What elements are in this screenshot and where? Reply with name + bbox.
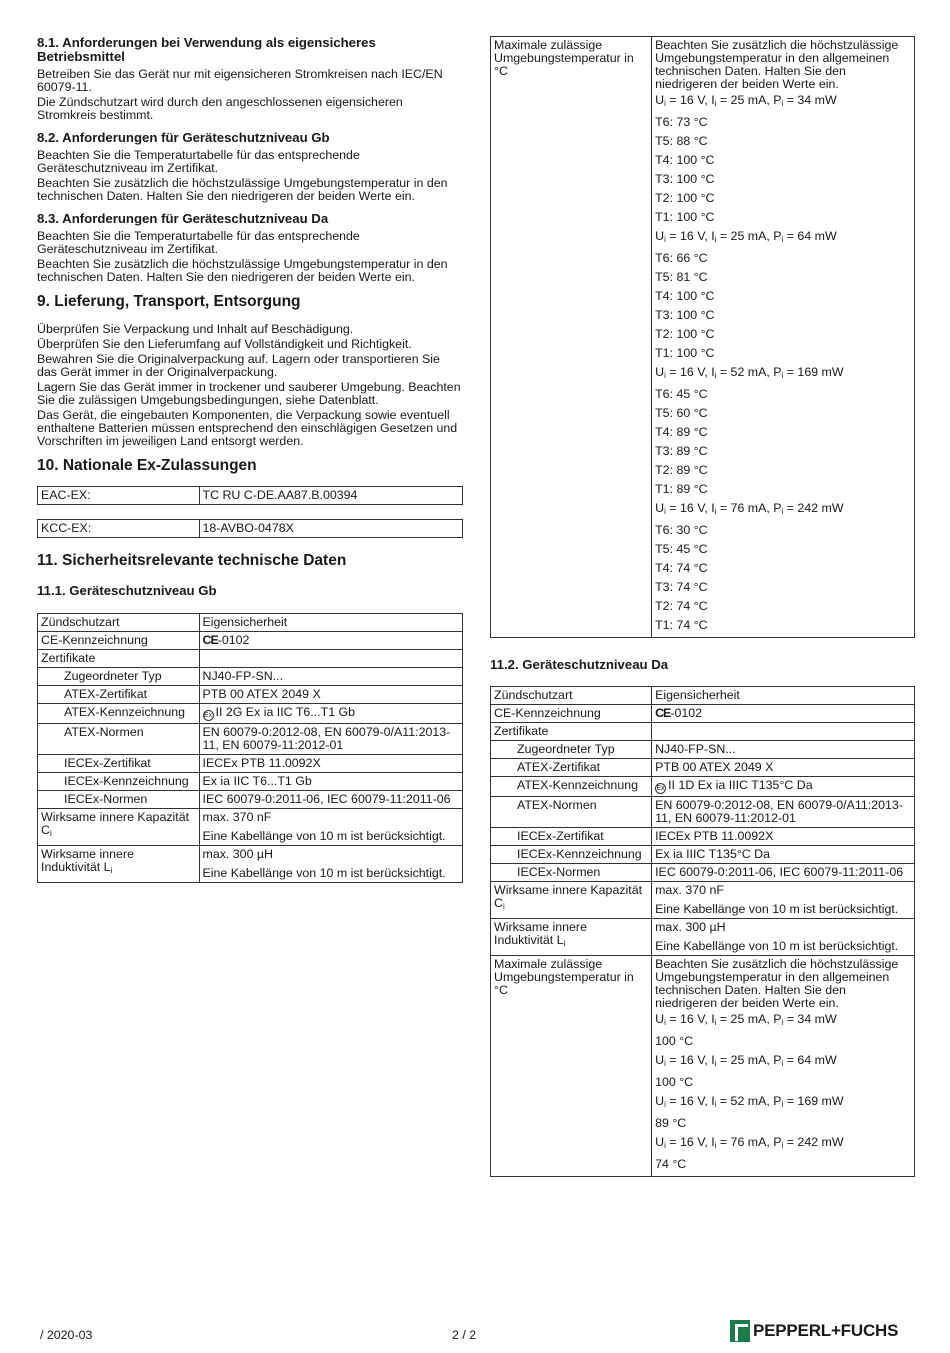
table-row <box>38 755 463 773</box>
section-10 <box>37 457 463 538</box>
cell-value: NJ40-FP-SN... <box>652 741 915 759</box>
section-8-2-text-1: Beachten Sie die Temperaturtabelle für das entsprechende Geräteschutzniveau im Zertifikat. <box>37 148 360 175</box>
temp-row: T6: 73 °C <box>655 115 708 129</box>
kcc-ex-table <box>37 519 463 538</box>
cell-value <box>652 956 915 1177</box>
section-10-title: 10. Nationale Ex-Zulassungen <box>37 457 257 474</box>
cell-label: IECEx-Kennzeichnung <box>38 773 200 791</box>
section-8-1 <box>37 36 463 122</box>
cell-label: IECEx-Zertifikat <box>491 828 652 846</box>
temp-row: T4: 100 °C <box>655 153 715 167</box>
temp-row: 74 °C <box>655 1157 687 1171</box>
ind-label-sub: i <box>110 866 113 875</box>
table-row <box>38 809 463 846</box>
ind-value: max. 300 µH <box>202 847 273 861</box>
cell-label <box>491 882 652 919</box>
cell-value <box>199 632 463 650</box>
ind-label-text: Wirksame innere Induktivität L <box>494 920 587 947</box>
table-row <box>491 846 915 864</box>
cell-value: Eigensicherheit <box>652 687 915 705</box>
table-row <box>491 797 915 828</box>
cell-label: Zertifikate <box>491 723 652 741</box>
cell-label: ATEX-Kennzeichnung <box>491 777 652 797</box>
cell-label <box>38 809 200 846</box>
cap-label-text: Wirksame innere Kapazität C <box>494 883 643 910</box>
temp-row: T5: 60 °C <box>655 406 708 420</box>
temp-row: $U_i = 16$ V, $I_i = 25$ mA, $P_i = 64$ mW <box>655 229 837 244</box>
ex-mark-icon: Ex <box>203 712 213 719</box>
temp-rows <box>655 1013 910 1174</box>
eac-ex-table <box>37 486 463 505</box>
ind-value: max. 300 µH <box>655 920 726 934</box>
ce-mark-icon: CE <box>202 633 218 647</box>
table-row <box>491 687 915 705</box>
cell-value <box>652 777 915 797</box>
table-row <box>491 882 915 919</box>
section-11-1-title: 11.1. Geräteschutzniveau Gb <box>37 583 217 598</box>
temp-row: T5: 45 °C <box>655 542 708 556</box>
temp-row: 100 °C <box>655 1034 694 1048</box>
section-8-2-title: 8.2. Anforderungen für Geräteschutzniveau Gb <box>37 130 330 145</box>
cell-value: IEC 60079-0:2011-06, IEC 60079-11:2011-06 <box>199 791 463 809</box>
table-row <box>38 846 463 883</box>
section-9-title: 9. Lieferung, Transport, Entsorgung <box>37 293 301 310</box>
cell-value <box>652 919 915 956</box>
cell-label <box>491 919 652 956</box>
section-9-text-3: Bewahren Sie die Originalverpackung auf. Lagern oder transportieren Sie das Gerät immer in der Originalverpackung. <box>37 352 440 379</box>
table-row <box>38 704 463 724</box>
table-row <box>491 37 915 638</box>
temp-row: T1: 100 °C <box>655 210 715 224</box>
temp-row: 100 °C <box>655 1075 694 1089</box>
cell-label: IECEx-Zertifikat <box>38 755 200 773</box>
ind-label-text: Wirksame innere Induktivität L <box>41 847 134 874</box>
table-row <box>38 686 463 704</box>
table-row <box>491 777 915 797</box>
cell-label: Zündschutzart <box>38 614 200 632</box>
cap-value: max. 370 nF <box>202 810 272 824</box>
table-row <box>38 791 463 809</box>
section-8-3 <box>37 212 463 284</box>
temp-row: T1: 74 °C <box>655 618 708 632</box>
table-row <box>38 668 463 686</box>
section-9-text-4: Lagern Sie das Gerät immer in trockener und sauberer Umgebung. Beachten Sie die zulässigen Umgebungsbedingungen, siehe Datenblatt. <box>37 380 461 407</box>
cell-value: Eigensicherheit <box>199 614 463 632</box>
temp-row: T2: 89 °C <box>655 463 708 477</box>
table-row <box>38 632 463 650</box>
temp-row: $U_i = 16$ V, $I_i = 76$ mA, $P_i = 242$ mW <box>655 501 844 516</box>
cell-label: IECEx-Normen <box>491 864 652 882</box>
pepperl-fuchs-logo-icon <box>730 1320 750 1342</box>
cell-value <box>199 650 463 668</box>
section-8-3-text-2: Beachten Sie zusätzlich die höchstzulässige Umgebungstemperatur in den technischen Daten. Halten Sie den niedrigeren der beiden Werte ein. <box>37 257 448 284</box>
footer-page-number: 2 / 2 <box>452 1328 477 1342</box>
kcc-ex-label: KCC-EX: <box>38 520 200 538</box>
temp-row: T4: 100 °C <box>655 289 715 303</box>
cell-value <box>199 846 463 883</box>
gb-temperature-table <box>490 36 915 638</box>
table-row <box>491 919 915 956</box>
cell-label: ATEX-Zertifikat <box>38 686 200 704</box>
cell-value: EN 60079-0:2012-08, EN 60079-0/A11:2013-11, EN 60079-11:2012-01 <box>652 797 915 828</box>
section-8-1-text-1: Betreiben Sie das Gerät nur mit eigensicheren Stromkreisen nach IEC/EN 60079-11. <box>37 67 443 94</box>
table-row <box>491 864 915 882</box>
right-column <box>490 36 915 1177</box>
cell-label: Maximale zulässige Umgebungstemperatur in °C <box>491 37 652 638</box>
gb-data-table <box>37 613 463 883</box>
section-11-2-title: 11.2. Geräteschutzniveau Da <box>490 657 669 672</box>
ind-note: Eine Kabellänge von 10 m ist berücksichtigt. <box>202 866 446 880</box>
cell-value: EN 60079-0:2012-08, EN 60079-0/A11:2013-11, EN 60079-11:2012-01 <box>199 724 463 755</box>
left-column <box>37 36 463 883</box>
temp-row: T4: 74 °C <box>655 561 708 575</box>
temp-row: $U_i = 16$ V, $I_i = 76$ mA, $P_i = 242$ mW <box>655 1135 844 1150</box>
cap-note: Eine Kabellänge von 10 m ist berücksichtigt. <box>655 902 899 916</box>
temp-row: 89 °C <box>655 1116 687 1130</box>
cap-label-sub: i <box>49 829 52 838</box>
ce-number: -0102 <box>217 633 250 647</box>
temp-row: T6: 66 °C <box>655 251 708 265</box>
cell-label: IECEx-Normen <box>38 791 200 809</box>
table-row <box>491 828 915 846</box>
table-row <box>38 520 463 538</box>
temp-row: $U_i = 16$ V, $I_i = 25$ mA, $P_i = 34$ mW <box>655 1012 837 1027</box>
cell-value: PTB 00 ATEX 2049 X <box>652 759 915 777</box>
temp-row: $U_i = 16$ V, $I_i = 25$ mA, $P_i = 64$ mW <box>655 1053 837 1068</box>
cell-label: ATEX-Normen <box>38 724 200 755</box>
table-row <box>38 724 463 755</box>
temp-row: T5: 81 °C <box>655 270 708 284</box>
table-row <box>38 650 463 668</box>
atex-mark-text: II 2G Ex ia IIC T6...T1 Gb <box>215 705 356 719</box>
cell-value: Ex ia IIC T6...T1 Gb <box>199 773 463 791</box>
temp-row: T6: 30 °C <box>655 523 708 537</box>
table-row <box>491 759 915 777</box>
section-8-3-title: 8.3. Anforderungen für Geräteschutzniveau Da <box>37 211 329 226</box>
section-9 <box>37 293 463 448</box>
company-logo <box>730 1320 898 1342</box>
table-row <box>491 705 915 723</box>
cell-label: ATEX-Kennzeichnung <box>38 704 200 724</box>
temp-row: T6: 45 °C <box>655 387 708 401</box>
ind-note: Eine Kabellänge von 10 m ist berücksichtigt. <box>655 939 899 953</box>
section-8-1-text-2: Die Zündschutzart wird durch den angeschlossenen eigensicheren Stromkreis bestimmt. <box>37 95 403 122</box>
cell-label: Zugeordneter Typ <box>38 668 200 686</box>
temp-row: T1: 100 °C <box>655 346 715 360</box>
section-8-1-title: 8.1. Anforderungen bei Verwendung als eigensicheres Betriebsmittel <box>37 35 376 64</box>
cell-value <box>652 37 915 638</box>
temp-row: T3: 74 °C <box>655 580 708 594</box>
section-8-3-text-1: Beachten Sie die Temperaturtabelle für das entsprechende Geräteschutzniveau im Zertifikat. <box>37 229 360 256</box>
cell-value <box>199 809 463 846</box>
cell-label: ATEX-Zertifikat <box>491 759 652 777</box>
ex-mark-icon: Ex <box>656 785 665 792</box>
temp-note: Beachten Sie zusätzlich die höchstzulässige Umgebungstemperatur in den allgemeinen technischen Daten. Halten Sie den niedrigeren der beiden Werte ein. <box>655 38 899 91</box>
temp-row: $U_i = 16$ V, $I_i = 52$ mA, $P_i = 169$ mW <box>655 365 844 380</box>
cap-label-text: Wirksame innere Kapazität C <box>41 810 190 837</box>
temp-row: T3: 89 °C <box>655 444 708 458</box>
table-row <box>38 773 463 791</box>
temp-row: T3: 100 °C <box>655 308 715 322</box>
cell-value <box>652 882 915 919</box>
temp-row: T2: 100 °C <box>655 191 715 205</box>
table-row <box>38 487 463 505</box>
table-row <box>38 614 463 632</box>
cell-label: Zertifikate <box>38 650 200 668</box>
ind-label-sub: i <box>563 939 566 948</box>
section-9-text-2: Überprüfen Sie den Lieferumfang auf Vollständigkeit und Richtigkeit. <box>37 337 412 351</box>
temp-row: T3: 100 °C <box>655 172 715 186</box>
cell-label: Zündschutzart <box>491 687 652 705</box>
temp-row: T5: 88 °C <box>655 134 708 148</box>
cell-value: IECEx PTB 11.0092X <box>199 755 463 773</box>
atex-mark-text: II 1D Ex ia IIIC T135°C Da <box>668 778 813 792</box>
temp-row: T2: 74 °C <box>655 599 708 613</box>
cell-label: ATEX-Normen <box>491 797 652 828</box>
temp-row: T2: 100 °C <box>655 327 715 341</box>
table-row <box>491 741 915 759</box>
cell-value <box>652 723 915 741</box>
table-row <box>491 956 915 1177</box>
cell-label: IECEx-Kennzeichnung <box>491 846 652 864</box>
section-8-2-text-2: Beachten Sie zusätzlich die höchstzulässige Umgebungstemperatur in den technischen Daten. Halten Sie den niedrigeren der beiden Werte ein. <box>37 176 448 203</box>
cell-value: IECEx PTB 11.0092X <box>652 828 915 846</box>
cell-label: CE-Kennzeichnung <box>38 632 200 650</box>
cell-label: Zugeordneter Typ <box>491 741 652 759</box>
temp-row: $U_i = 16$ V, $I_i = 25$ mA, $P_i = 34$ mW <box>655 93 837 108</box>
temp-note: Beachten Sie zusätzlich die höchstzulässige Umgebungstemperatur in den allgemeinen technischen Daten. Halten Sie den niedrigeren der beiden Werte ein. <box>655 957 899 1010</box>
footer-date: / 2020-03 <box>40 1328 93 1342</box>
logo-text: PEPPERL+FUCHS <box>753 1321 899 1340</box>
cap-label-sub: i <box>502 902 505 911</box>
cap-value: max. 370 nF <box>655 883 724 897</box>
cell-value: Ex ia IIIC T135°C Da <box>652 846 915 864</box>
section-11-title: 11. Sicherheitsrelevante technische Daten <box>37 552 347 569</box>
cell-label: CE-Kennzeichnung <box>491 705 652 723</box>
temp-rows <box>655 94 910 635</box>
section-9-text-5: Das Gerät, die eingebauten Komponenten, die Verpackung sowie eventuell enthaltene Batterien müssen entsprechend den einschlägigen Gesetzen und Vorschriften im jeweiligen Land entsorgt werden. <box>37 408 458 448</box>
cell-value: PTB 00 ATEX 2049 X <box>199 686 463 704</box>
temp-row: T1: 89 °C <box>655 482 708 496</box>
ce-number: -0102 <box>670 706 703 720</box>
cell-value <box>652 705 915 723</box>
da-data-table <box>490 686 915 1177</box>
section-8-2 <box>37 131 463 203</box>
cell-value: IEC 60079-0:2011-06, IEC 60079-11:2011-06 <box>652 864 915 882</box>
table-row <box>491 723 915 741</box>
section-9-text-1: Überprüfen Sie Verpackung und Inhalt auf Beschädigung. <box>37 322 354 336</box>
ce-mark-icon: CE <box>655 706 671 720</box>
temp-row: T4: 89 °C <box>655 425 708 439</box>
kcc-ex-value: 18-AVBO-0478X <box>199 520 463 538</box>
temp-row: $U_i = 16$ V, $I_i = 52$ mA, $P_i = 169$ mW <box>655 1094 844 1109</box>
cell-label <box>38 846 200 883</box>
cell-value: NJ40-FP-SN... <box>199 668 463 686</box>
cell-value <box>199 704 463 724</box>
cap-note: Eine Kabellänge von 10 m ist berücksichtigt. <box>202 829 446 843</box>
eac-ex-value: TC RU C-DE.AA87.B.00394 <box>199 487 463 505</box>
cell-label: Maximale zulässige Umgebungstemperatur in °C <box>491 956 652 1177</box>
eac-ex-label: EAC-EX: <box>38 487 200 505</box>
